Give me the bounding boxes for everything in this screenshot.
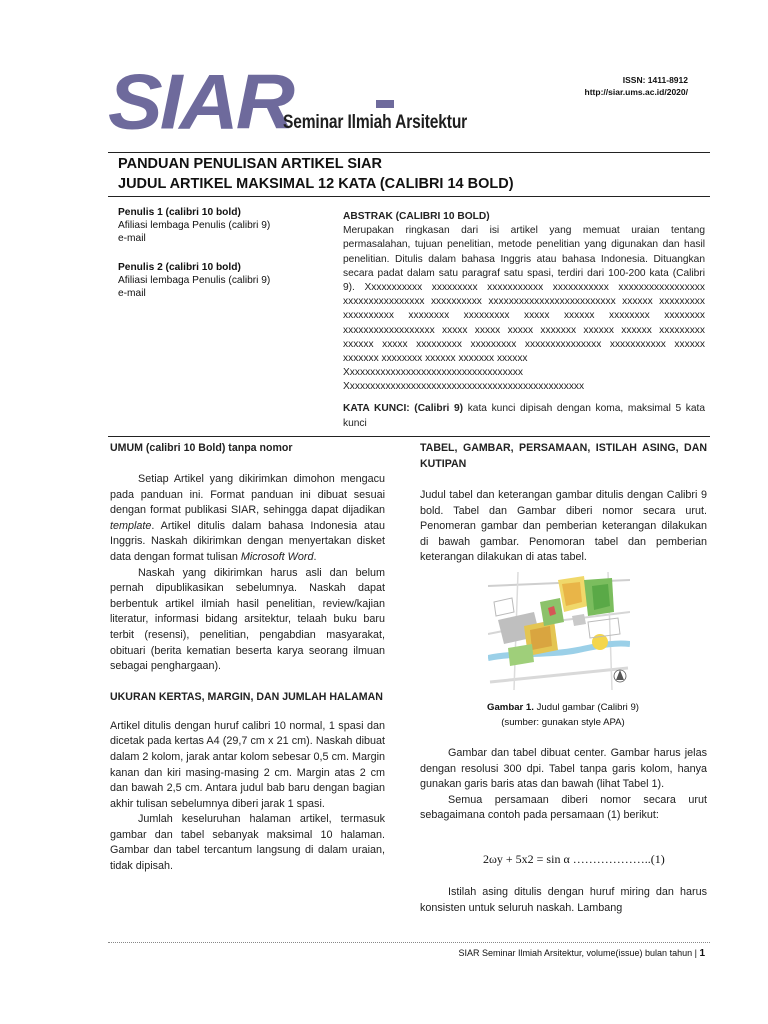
section-heading-tabel: TABEL, GAMBAR, PERSAMAAN, ISTILAH ASING, DAN KUTIPAN [420, 442, 707, 470]
equation-1: 2ωy + 5x2 = sin α ………………..(1) [483, 852, 665, 866]
abstract-heading: ABSTRAK (CALIBRI 10 BOLD) [343, 211, 490, 222]
figure-caption-text: Judul gambar (Calibri 9) [533, 702, 639, 713]
paragraph-umum-2: Naskah yang dikirimkan harus asli dan belum pernah dipublikasikan sebelumnya. Naskah dapat berbentuk artikel ilmiah hasil penelitian, review/kajian literatur, informasi bidang arsitektur, telaah buku baru terbit (resensi), penelitian, pengabdian masyarakat, obituari (berita kematian beserta karya seorang ilmuan sebagai penghargaan). [110, 566, 385, 673]
section-heading-ukuran: UKURAN KERTAS, MARGIN, DAN JUMLAH HALAMAN [110, 690, 383, 703]
paragraph-persamaan: Semua persamaan diberi nomor secara urut sebagaimana contoh pada persamaan (1) berikut: [420, 793, 707, 822]
author-2-name: Penulis 2 (calibri 10 bold) [118, 262, 241, 273]
paragraph-ukuran-1: Artikel ditulis dengan huruf calibri 10 normal, 1 spasi dan dicetak pada kertas A4 (29,7 cm x 21 cm). Naskah dibuat dalam 2 kolom, jarak antar kolom sebesar 0,5 cm. Margin kanan dan kiri masing-masing 2 cm. Margin atas 2 cm dan bawah 2,5 cm. Antara judul bab baru dengan bagian akhir tulisan sebelumnya diberi jarak 1 spasi. [110, 719, 385, 810]
title-top-rule [108, 152, 710, 153]
p1e: . [313, 550, 317, 563]
paragraph-istilah: Istilah asing ditulis dengan huruf miring dan harus konsisten untuk seluruh naskah. Lambang [420, 886, 707, 914]
paragraph-umum-1 [110, 472, 385, 566]
doc-title-line1: PANDUAN PENULISAN ARTIKEL SIAR [118, 156, 382, 172]
abstract-body: Merupakan ringkasan dari isi artikel yang memuat uraian tentang permasalahan, tujuan penelitian, metode penelitian yang digunakan dan hasil penelitian. Ditulis dalam bahasa Inggris atau bahasa Indonesia. Dituangkan secara padat dalam satu paragraf satu spasi, terdiri dari 100-200 kata (Calibri 9). Xxxxxxxxxxx xxxxxxxxx xxxxxxxxxxx xxxxxxxxxxx xxxxxxxxxxxxxxxxx xxxxxxxxxxxxxxxx xxxxxxxxxx xxxxxxxxxxxxxxxxxxxxxxxxx xxxxxx xxxxxxxxx xxxxxxxxxx xxxxxxxx xxxxxxxxx xxxxx xxxxxx xxxxxxxx xxxxxxxx xxxxxxxxxxxxxxxxxx xxxxx xxxxx xxxxx xxxxxxx xxxxxx xxxxxx xxxxxxxxx xxxxxx xxxxx xxxxxxxxx xxxxxxxxx xxxxxxxxxxxxxxx xxxxxxxxxxx xxxxxx xxxxxxx xxxxxxxx xxxxxx xxxxxxx xxxxxx [343, 225, 705, 365]
figure-site-plan [488, 572, 630, 690]
site-plan-image [488, 572, 630, 690]
right-column-bottom [420, 885, 707, 916]
body-top-rule [108, 436, 710, 437]
author-1 [118, 206, 270, 245]
left-column [110, 440, 385, 875]
title-bottom-rule [108, 196, 710, 197]
issn-block [585, 74, 688, 98]
paragraph-tabel-1: Judul tabel dan keterangan gambar ditulis dengan Calibri 9 bold. Tabel dan Gambar diberi nomor secara urut. Penomeran gambar dan pemberian keterangan dilakukan di bawah gambar. Penomoran tabel dan pemberian keterangan dilakukan di atas tabel. [420, 489, 707, 564]
paragraph-gambar: Gambar dan tabel dibuat center. Gambar harus jelas dengan resolusi 300 dpi. Tabel tanpa garis kolom, hanya gunakan garis baris atas dan bawah (lihat Tabel 1). [420, 747, 707, 791]
siar-logo [108, 59, 468, 146]
logo-subtitle: Seminar Ilmiah Arsitektur [283, 112, 468, 133]
keywords-text: kata kunci dipisah dengan koma, maksimal 5 kata kunci [343, 403, 706, 429]
keywords [343, 402, 705, 431]
p1c: . Artikel ditulis dalam bahasa Indonesia atau Inggris. Naskah dikirimkan dengan menyertakan disket data dengan format tulisan [110, 519, 385, 563]
author-2-affiliation: Afiliasi lembaga Penulis (calibri 9) [118, 275, 271, 286]
footer-rule [108, 942, 710, 943]
paragraph-ukuran-2: Jumlah keseluruhan halaman artikel, termasuk gambar dan tabel sebanyak maksimal 10 halaman. Gambar dan tabel tercantum langsung di dalam uraian, tidak dipisah. [110, 813, 385, 873]
page-footer [458, 948, 705, 959]
logo-dash [376, 100, 394, 108]
logo-wordmark: SIAR [108, 59, 292, 146]
doc-title-line2: JUDUL ARTIKEL MAKSIMAL 12 KATA (CALIBRI 14 BOLD) [118, 176, 514, 192]
abstract [343, 210, 705, 395]
figure-caption [418, 701, 708, 715]
author-1-email: e-mail [118, 233, 146, 244]
author-2 [118, 261, 270, 300]
journal-url[interactable]: http://siar.ums.ac.id/2020/ [584, 87, 688, 97]
author-1-name: Penulis 1 (calibri 10 bold) [118, 207, 241, 218]
figure-caption-label: Gambar 1. [487, 702, 534, 713]
keywords-label-note: (Calibri 9) [414, 403, 464, 414]
author-2-email: e-mail [118, 288, 146, 299]
figure-caption-source: (sumber: gunakan style APA) [501, 717, 625, 728]
abstract-line2: Xxxxxxxxxxxxxxxxxxxxxxxxxxxxxxxxxxx [343, 367, 523, 379]
right-column-lower [420, 746, 707, 824]
page-number: 1 [699, 948, 705, 959]
footer-text: SIAR Seminar Ilmiah Arsitektur, volume(issue) bulan tahun | [458, 948, 700, 958]
issn-number: ISSN: 1411-8912 [622, 75, 688, 85]
p1d: Microsoft Word [240, 550, 314, 563]
section-heading-umum: UMUM (calibri 10 Bold) tanpa nomor [110, 442, 293, 454]
abstract-line3: Xxxxxxxxxxxxxxxxxxxxxxxxxxxxxxxxxxxxxxxxxxxxxxx [343, 381, 585, 393]
p1a: Setiap Artikel yang dikirimkan dimohon mengacu pada panduan ini. Format panduan ini dibuat sesuai dengan format publikasi SIAR, sehingga dapat dijadikan [110, 473, 385, 517]
author-1-affiliation: Afiliasi lembaga Penulis (calibri 9) [118, 220, 271, 231]
keywords-label: KATA KUNCI: [343, 403, 410, 414]
p1b: template [110, 519, 152, 532]
right-column [420, 440, 707, 566]
